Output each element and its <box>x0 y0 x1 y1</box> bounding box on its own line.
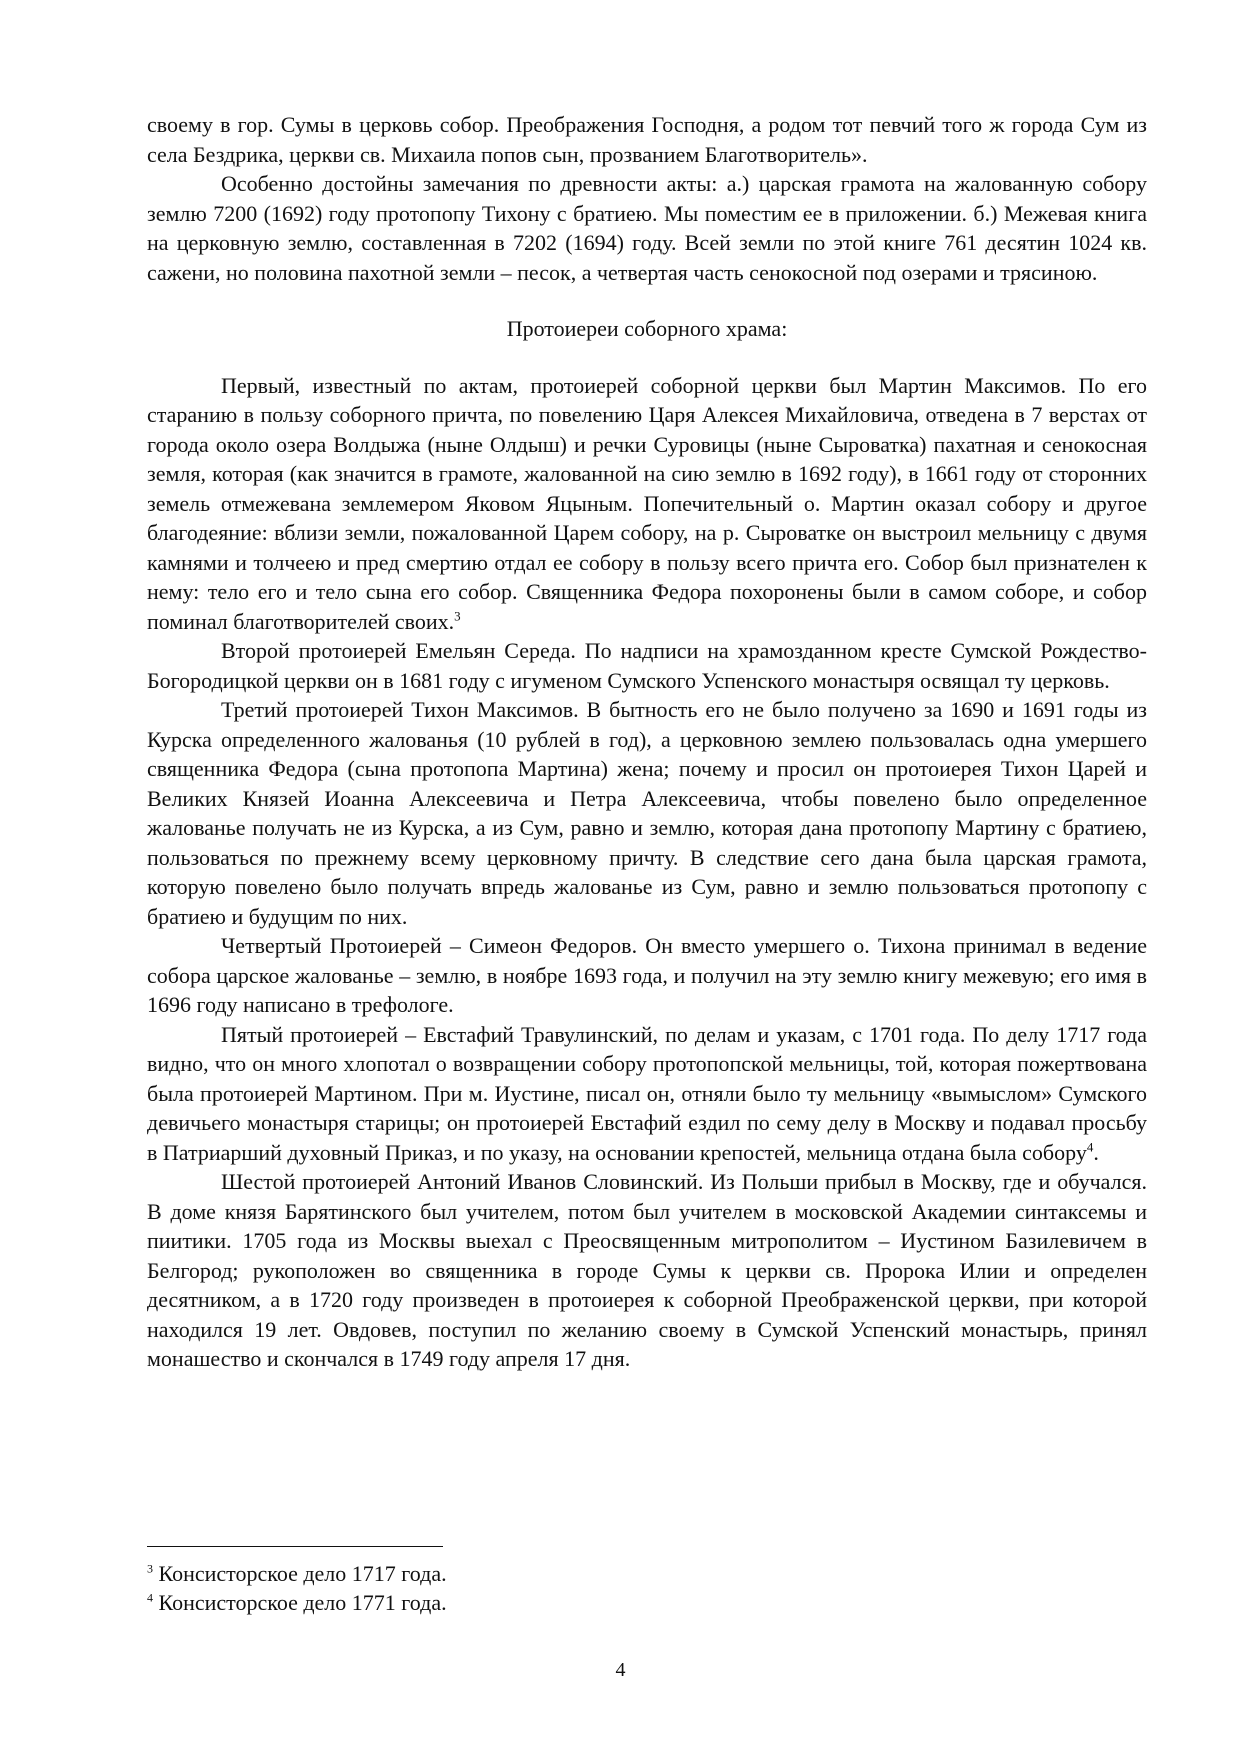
footnote-4 <box>147 1588 1147 1617</box>
paragraph-opening: своему в гор. Сумы в церковь собор. Преображения Господня, а родом тот певчий того ж города Сум из села Бездрика, церкви св. Михаила попов сын, прозванием Благотворитель». <box>147 112 1147 167</box>
paragraph-acts: Особенно достойны замечания по древности акты: а.) царская грамота на жалованную собору землю 7200 (1692) году протопопу Тихону с братиею. Мы поместим ее в приложении. б.) Межевая книга на церковную землю, составленная в 7202 (1694) году. Всей земли по этой книге 761 десятин 1024 кв. сажени, но половина пахотной земли – песок, а четвертая часть сенокосной под озерами и трясиною. <box>147 171 1147 285</box>
paragraph-martin <box>147 371 1147 637</box>
footnote-divider <box>147 1546 443 1547</box>
document-body <box>147 110 1147 1374</box>
paragraph-antoniy: Шестой протоиерей Антоний Иванов Словинский. Из Польши прибыл в Москву, где и обучался. В доме князя Барятинского был учителем, потом был учителем в московской Академии синтаксемы и пиитики. 1705 года из Москвы выехал с Преосвященным митрополитом – Иустином Базилевичем в Белгород; рукоположен во священника в городе Сумы к церкви св. Пророка Илии и определен десятником, а в 1720 году произведен в протоиерея к соборной Преображенской церкви, при которой находился 19 лет. Овдовев, поступил по желанию своему в Сумской Успенский монастырь, принял монашество и скончался в 1749 году апреля 17 дня. <box>147 1169 1147 1371</box>
paragraph-martin-text: Первый, известный по актам, протоиерей соборной церкви был Мартин Максимов. По его старанию в пользу соборного причта, по повелению Царя Алексея Михайловича, отведена в 7 верстах от города около озера Волдыжа (ныне Олдыш) и речки Суровицы (ныне Сыроватка) пахатная и сенокосная земля, которая (как значится в грамоте, жалованной на сию землю в 1692 году), в 1661 году от сторонних земель отмежевана землемером Яковом Яцыным. Попечительный о. Мартин оказал собору и другое благодеяние: вблизи земли, пожалованной Царем собору, на р. Сыроватке он выстроил мельницу с двумя камнями и толчеею и пред смертию отдал ее собору в пользу всего причта его. Собор был признателен к нему: тело его и тело сына его собор. Священника Федора похоронены были в самом соборе, и собор поминал благотворителей своих. <box>147 372 1147 634</box>
paragraph-evstafiy <box>147 1020 1147 1168</box>
section-heading: Протоиереи соборного храма: <box>506 316 788 341</box>
footnote-text: Консисторское дело 1771 года. <box>158 1590 447 1615</box>
paragraph-evstafiy-tail: . <box>1093 1139 1099 1165</box>
footnote-3 <box>147 1559 1147 1588</box>
paragraph-emelyan: Второй протоиерей Емельян Середа. По надписи на храмозданном кресте Сумской Рождество-Богородицкой церкви он в 1681 году с игуменом Сумского Успенского монастыря освящал ту церковь. <box>147 638 1147 693</box>
footnote-number: 3 <box>147 1561 153 1576</box>
paragraph-evstafiy-text: Пятый протоиерей – Евстафий Травулинский, по делам и указам, с 1701 года. По делу 1717 года видно, что он много хлопотал о возвращении собору протопопской мельницы, той, которая пожертвована была протоиерей Мартином. При м. Иустине, писал он, отняли было ту мельницу «вымыслом» Сумского девичьего монастыря старицы; он протоиерей Евстафий ездил по сему делу в Москву и подавал просьбу в Патриарший духовный Приказ, и по указу, на основании крепостей, мельница отдана была собору <box>147 1021 1147 1165</box>
footnote-ref-4[interactable]: 4 <box>1086 1139 1094 1155</box>
footnotes <box>147 1546 1147 1617</box>
footnote-number: 4 <box>147 1590 153 1605</box>
paragraph-simeon: Четвертый Протоиерей – Симеон Федоров. Он вместо умершего о. Тихона принимал в ведение собора царское жалованье – землю, в ноябре 1693 года, и получил на эту землю книгу межевую; его имя в 1696 году написано в трефологе. <box>147 933 1147 1017</box>
footnote-text: Консисторское дело 1717 года. <box>158 1561 447 1586</box>
paragraph-tikhon: Третий протоиерей Тихон Максимов. В бытность его не было получено за 1690 и 1691 годы из Курска определенного жалованья (10 рублей в год), а церковною землею пользовалась одна умершего священника Федора (сына протопопа Мартина) жена; почему и просил он протоиерея Тихон Царей и Великих Князей Иоанна Алексеевича и Петра Алексеевича, чтобы повелено было определенное жалованье получать не из Курска, а из Сум, равно и землю, которая дана протопопу Мартину с братиею, пользоваться по прежнему всему церковному причту. В следствие сего дана была царская грамота, которую повелено было получать впредь жалованье из Сум, равно и землю пользоваться протопопу с братиею и будущим по них. <box>147 697 1147 929</box>
footnote-ref-3[interactable]: 3 <box>454 608 461 624</box>
page-number: 4 <box>615 1659 626 1681</box>
